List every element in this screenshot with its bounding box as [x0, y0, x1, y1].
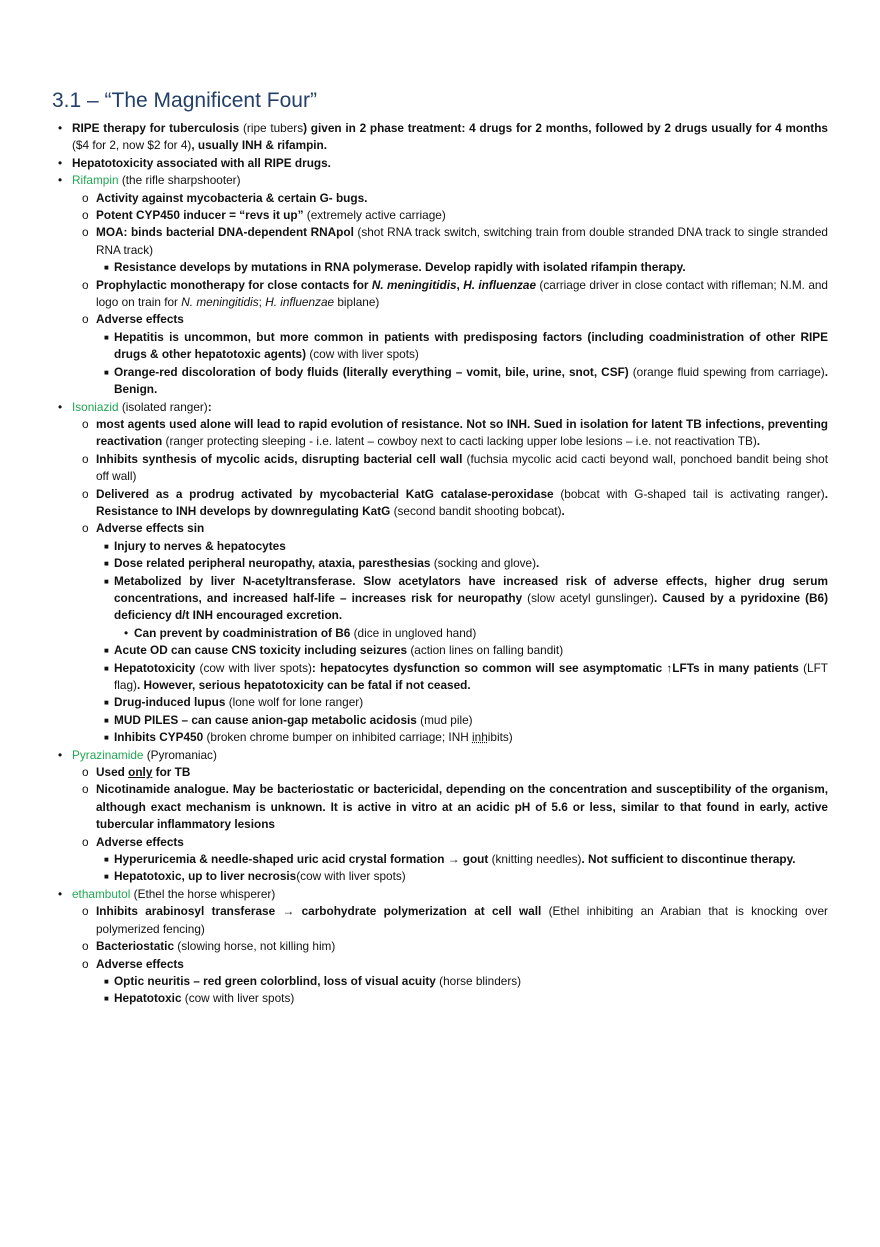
bullet-marker: ■ [104, 663, 109, 673]
text-segment: MOA: binds bacterial DNA-dependent RNApol [96, 225, 354, 240]
bullet-item-level-3 [52, 729, 828, 746]
text-segment: (the rifle sharpshooter) [118, 173, 241, 188]
bullet-item-level-2 [52, 190, 828, 207]
text-segment: (carriage driver in close contact with rifleman; N.M. and logo on train for [96, 277, 828, 310]
text-segment: Optic neuritis – red green colorblind, loss of visual acuity [114, 973, 436, 988]
bullet-item-level-2 [52, 834, 828, 851]
bullet-marker: ■ [104, 855, 109, 865]
text-segment: Hepatotoxicity associated with all RIPE drugs. [72, 155, 331, 170]
text-segment: (Pyromaniac) [143, 747, 217, 762]
text-segment: Adverse effects [96, 834, 184, 849]
bullet-item-level-3 [52, 538, 828, 555]
bullet-marker: ■ [104, 576, 109, 586]
text-segment: Hyperuricemia & needle-shaped uric acid crystal formation → gout [114, 852, 489, 867]
text-segment: H. influenzae [265, 295, 335, 310]
text-segment: . Resistance to INH develops by downregulating KatG [96, 486, 828, 518]
drug-name: ethambutol [72, 886, 131, 901]
text-segment: (broken chrome bumper on inhibited carriage; INH [203, 730, 473, 745]
text-segment: (lone wolf for lone ranger) [225, 695, 364, 710]
text-segment: . [561, 503, 565, 518]
bullet-marker: o [82, 451, 89, 466]
text-segment: Inhibits CYP450 [114, 730, 204, 745]
bullet-marker: ■ [104, 872, 109, 882]
text-segment: Injury to nerves & hepatocytes [114, 538, 286, 553]
text-segment: (horse blinders) [435, 973, 522, 988]
bullet-item-level-3 [52, 694, 828, 711]
bullet-item-level-3 [52, 868, 828, 885]
bullet-marker: o [82, 782, 89, 797]
text-segment: only [128, 765, 153, 780]
bullet-marker: ■ [104, 698, 109, 708]
text-segment: . [756, 434, 761, 449]
text-segment: . [536, 556, 540, 571]
bullet-marker: ■ [104, 559, 109, 569]
bullet-marker: o [82, 521, 89, 536]
text-segment: ) given in 2 phase treatment: 4 drugs for 2 months, followed by 2 drugs usually for 4 months [303, 121, 828, 135]
bullet-item-level-2 [52, 311, 828, 328]
text-segment: Hepatotoxic [114, 991, 182, 1006]
text-segment: (knitting needles) [488, 852, 582, 867]
text-segment: (action lines on falling bandit) [407, 643, 564, 658]
text-segment: Used [96, 765, 129, 780]
text-segment: ibits) [487, 730, 513, 745]
bullet-item-level-2 [52, 903, 828, 938]
text-segment: (ripe tubers [239, 121, 304, 135]
text-segment: RIPE therapy for tuberculosis [72, 121, 240, 135]
bullet-marker: o [82, 904, 89, 919]
text-segment: (orange fluid spewing from carriage) [628, 364, 825, 379]
bullet-marker: • [124, 625, 129, 640]
bullet-marker: ■ [104, 541, 109, 551]
bullet-item-level-1 [52, 120, 828, 155]
text-segment: Potent CYP450 inducer = “revs it up” [96, 208, 304, 223]
text-segment: (shot RNA track switch, switching train from double stranded DNA track to single stranded RNA track) [96, 225, 828, 257]
text-segment: . Benign. [114, 364, 828, 397]
bullet-marker: ■ [104, 646, 109, 656]
bullet-item-level-3 [52, 990, 828, 1007]
text-segment: ; [258, 295, 266, 310]
bullet-marker: ■ [104, 733, 109, 743]
bullet-marker: ■ [104, 976, 109, 986]
bullet-item-level-2 [52, 486, 828, 521]
bullet-marker: ■ [104, 263, 109, 273]
text-segment: (extremely active carriage) [303, 208, 446, 223]
section-title: 3.1 – “The Magnificent Four” [52, 89, 317, 112]
bullet-item-level-2 [52, 956, 828, 973]
text-segment: (fuchsia mycolic acid cacti beyond wall, ponchoed bandit being shot off wall) [96, 451, 828, 484]
text-segment: Inhibits synthesis of mycolic acids, disrupting bacterial cell wall [96, 451, 463, 466]
bullet-item-level-1 [52, 886, 828, 903]
text-segment: biplane) [334, 295, 380, 310]
text-segment: (slow acetyl gunslinger) [522, 590, 654, 605]
bullet-item-level-2 [52, 416, 828, 451]
bullet-item-level-2 [52, 781, 828, 833]
bullet-item-level-2 [52, 938, 828, 955]
bullet-marker: o [82, 312, 89, 327]
drug-name: Rifampin [72, 173, 119, 188]
text-segment: (cow with liver spots) [296, 869, 406, 884]
text-segment: . However, serious hepatotoxicity can be fatal if not ceased. [136, 678, 471, 692]
bullet-item-level-3 [52, 642, 828, 659]
text-segment: Activity against mycobacteria & certain G- bugs. [96, 190, 368, 205]
text-segment: Hepatitis is uncommon, but more common in patients with predisposing factors (including coadministration of other RIPE drugs & other hepatotoxic agents) [114, 329, 828, 362]
text-segment: Adverse effects [96, 312, 184, 327]
bullet-marker: ■ [104, 715, 109, 725]
text-segment: Adverse effects sin [96, 521, 205, 536]
bullet-marker: o [82, 190, 89, 205]
text-segment: , [456, 277, 464, 292]
bullet-marker: • [58, 173, 63, 188]
bullet-marker: o [82, 486, 89, 501]
bullet-item-level-2 [52, 520, 828, 537]
text-segment: (slowing horse, not killing him) [174, 939, 336, 954]
text-segment: ($4 for 2, now $2 for 4) [72, 138, 192, 153]
bullet-item-level-2 [52, 207, 828, 224]
bullet-item-level-3 [52, 973, 828, 990]
text-segment: Prophylactic monotherapy for close contacts for [96, 277, 372, 292]
bullet-item-level-3 [52, 851, 828, 868]
text-segment: (Ethel the horse whisperer) [130, 886, 276, 901]
bullet-item-level-3 [52, 329, 828, 364]
bullet-marker: • [58, 747, 63, 762]
bullet-item-level-3 [52, 573, 828, 625]
text-segment: (second bandit shooting bobcat) [390, 503, 562, 518]
text-segment: Dose related peripheral neuropathy, ataxia, paresthesias [114, 556, 431, 571]
bullet-item-level-2 [52, 764, 828, 781]
text-segment: Hepatotoxicity [114, 660, 196, 675]
text-segment: Adverse effects [96, 956, 184, 971]
bullet-item-level-3 [52, 259, 828, 276]
bullet-marker: ■ [104, 994, 109, 1004]
text-segment: Resistance develops by mutations in RNA polymerase. Develop rapidly with isolated rifampin therapy. [114, 260, 686, 275]
text-segment: N. meningitidis [181, 295, 259, 310]
text-segment: most agents used alone will lead to rapid evolution of resistance. Not so INH. Sued in isolation for latent TB infections, preventing reactivation [96, 416, 828, 449]
text-segment: Metabolized by liver N-acetyltransferase. Slow acetylators have increased risk of adverse effects, higher drug serum concentrations, and increased half-life – increases risk for neuropathy [114, 573, 828, 605]
bullet-marker: • [58, 155, 63, 170]
text-segment: (isolated ranger) [118, 399, 208, 414]
text-segment: Acute OD can cause CNS toxicity including seizures [114, 643, 408, 658]
text-segment: . Not sufficient to discontinue therapy. [581, 852, 796, 867]
text-segment: Bacteriostatic [96, 939, 175, 954]
bullet-item-level-1 [52, 155, 828, 172]
text-segment: , usually INH & rifampin. [191, 138, 328, 153]
text-segment: (cow with liver spots) [181, 991, 295, 1006]
drug-name: Pyrazinamide [72, 747, 144, 762]
text-segment: (dice in ungloved hand) [350, 625, 477, 640]
bullet-item-level-4 [52, 625, 828, 642]
bullet-item-level-3 [52, 555, 828, 572]
text-segment: Hepatotoxic, up to liver necrosis [114, 869, 297, 884]
text-segment: : hepatocytes dysfunction so common will see asymptomatic ↑LFTs in many patients [311, 660, 799, 675]
bullet-item-level-3 [52, 712, 828, 729]
bullet-item-level-1 [52, 399, 828, 416]
text-segment: Nicotinamide analogue. May be bacteriostatic or bactericidal, depending on the concentration and susceptibility of the organism, although exact mechanism is unknown. It is active in vitro at an acidic pH of 5.6 or less, similar to that found in early, active tubercular inflammatory lesions [96, 782, 828, 832]
text-segment: (socking and glove) [430, 556, 537, 571]
bullet-marker: o [82, 765, 89, 780]
bullet-marker: o [82, 225, 89, 240]
text-segment: Can prevent by coadministration of B6 [134, 625, 351, 640]
text-segment: (cow with liver spots) [195, 660, 312, 675]
text-segment: for TB [152, 765, 191, 780]
text-segment: (LFT flag) [114, 660, 828, 692]
text-segment: Inhibits arabinosyl transferase → carbohydrate polymerization at cell wall [96, 904, 542, 919]
bullet-marker: o [82, 834, 89, 849]
bullet-item-level-2 [52, 277, 828, 312]
text-segment: Orange-red discoloration of body fluids (literally everything – vomit, bile, urine, snot, CSF) [114, 364, 629, 379]
bullet-marker: o [82, 277, 89, 292]
bullet-item-level-1 [52, 172, 828, 189]
bullet-marker: o [82, 939, 89, 954]
bullet-item-level-1 [52, 747, 828, 764]
text-segment: (mud pile) [416, 712, 473, 727]
text-segment: MUD PILES – can cause anion-gap metabolic acidosis [114, 712, 417, 727]
text-segment: inh [472, 730, 488, 745]
text-segment: . Caused by a pyridoxine (B6) deficiency d/t INH encouraged excretion. [114, 590, 829, 623]
text-segment: : [207, 399, 212, 414]
bullet-marker: o [82, 416, 89, 431]
bullet-marker: ■ [104, 332, 109, 342]
text-segment: Delivered as a prodrug activated by mycobacterial KatG catalase-peroxidase [96, 486, 554, 501]
bullet-marker: o [82, 956, 89, 971]
bullet-marker: • [58, 121, 63, 135]
text-segment: (ranger protecting sleeping - i.e. latent – cowboy next to cacti lacking upper lobe lesions – i.e. not reactivation TB) [162, 434, 757, 449]
drug-name: Isoniazid [72, 399, 119, 414]
text-segment: (cow with liver spots) [306, 347, 419, 362]
bullet-item-level-2 [52, 224, 828, 259]
text-segment: (Ethel inhibiting an Arabian that is knocking over polymerized fencing) [96, 904, 828, 936]
outline-list [52, 120, 828, 1008]
bullet-item-level-2 [52, 451, 828, 486]
text-segment: (bobcat with G-shaped tail is activating ranger) [553, 486, 825, 501]
bullet-marker: o [82, 208, 89, 223]
bullet-item-level-3 [52, 364, 828, 399]
text-segment: H. influenzae [463, 277, 537, 292]
bullet-marker: ■ [104, 367, 109, 377]
bullet-item-level-3 [52, 660, 828, 695]
bullet-marker: • [58, 886, 63, 901]
text-segment: Drug-induced lupus [114, 695, 226, 710]
text-segment: N. meningitidis [371, 277, 457, 292]
bullet-marker: • [58, 399, 63, 414]
